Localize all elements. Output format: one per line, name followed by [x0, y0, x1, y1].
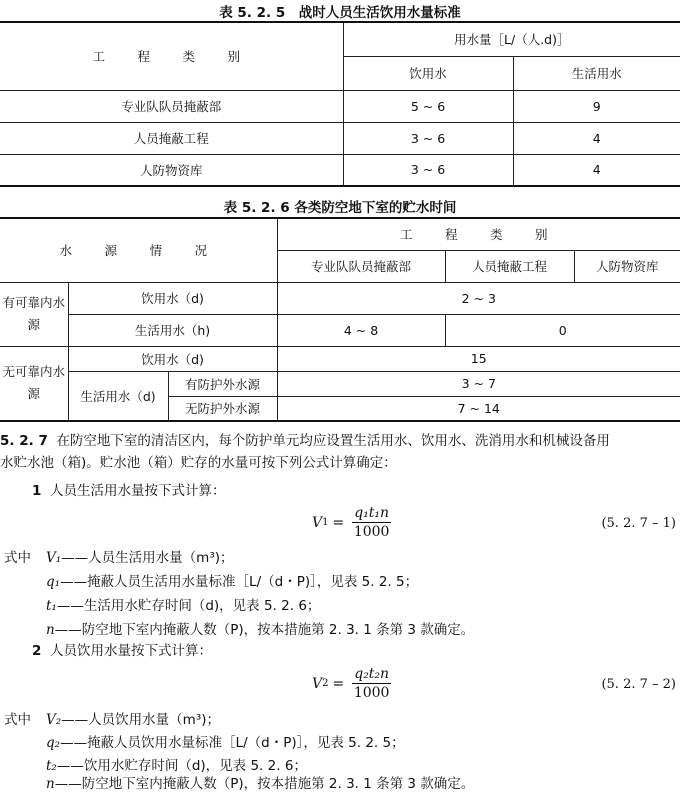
header-engineering-category: 工 程 类 别 — [277, 218, 680, 250]
def-text: ——掩蔽人员饮用水量标准［L/（d・P)］，见表 5. 2. 5； — [60, 735, 405, 751]
col-material-warehouse: 人防物资库 — [574, 250, 680, 282]
def-symbol: t₂ — [46, 758, 57, 774]
def-text: ——掩蔽人员生活用水量标准［L/（d・P)］，见表 5. 2. 5； — [60, 574, 419, 590]
clause-number: 5. 2. 7 — [0, 433, 48, 449]
row-name: 人防物资库 — [0, 154, 343, 186]
def-text: ——人员生活用水量（m³)； — [61, 550, 234, 566]
def-text: ——饮用水贮存时间（d)，见表 5. 2. 6； — [56, 758, 307, 774]
formula-1-lhs-sub: 1 — [322, 517, 329, 528]
table-5-2-5 — [0, 21, 680, 187]
def-symbol: t₁ — [46, 598, 57, 614]
row-life: 4 — [513, 154, 680, 186]
definition-line — [46, 618, 474, 638]
row-drink: 5 ~ 6 — [343, 90, 513, 122]
row-name: 专业队队员掩蔽部 — [0, 90, 343, 122]
reliable-life-value-1: 4 ~ 8 — [277, 314, 445, 346]
table-row — [0, 90, 680, 122]
table1-caption: 表 5. 2. 5 战时人员生活饮用水量标准 — [219, 5, 461, 21]
def-symbol: q₂ — [46, 735, 61, 751]
row-life: 4 — [513, 122, 680, 154]
table-row — [0, 122, 680, 154]
reliable-drink-value: 2 ~ 3 — [277, 282, 680, 314]
header-domestic-water: 生活用水 — [513, 56, 680, 90]
def-text: ——人员饮用水量（m³)； — [61, 712, 221, 728]
header-drinking-water: 饮用水 — [343, 56, 513, 90]
def-text: ——生活用水贮存时间（d)，见表 5. 2. 6； — [56, 598, 321, 614]
row-drink: 3 ~ 6 — [343, 154, 513, 186]
clause-paragraph — [0, 430, 680, 474]
table-row — [0, 154, 680, 186]
header-water-quantity: 用水量［L/（人.d)］ — [343, 22, 680, 56]
def-symbol: V₂ — [46, 712, 62, 728]
reliable-drink-label: 饮用水（d) — [68, 282, 277, 314]
unreliable-drink-label: 饮用水（d) — [68, 346, 277, 371]
definition-line — [46, 570, 418, 590]
unreliable-sub1-label: 有防护外水源 — [168, 371, 277, 396]
formula-1-fraction — [352, 505, 391, 540]
header-water-source: 水 源 情 况 — [0, 218, 277, 282]
clause-line-1 — [0, 430, 680, 452]
def-symbol: q₁ — [46, 574, 61, 590]
item-1-text: 人员生活用水量按下式计算： — [50, 483, 226, 499]
clause-text-1: 在防空地下室的清洁区内，每个防护单元均应设置生活用水、饮用水、洗消用水和机械设备用 — [56, 433, 610, 449]
row-life: 9 — [513, 90, 680, 122]
definition-line — [46, 708, 220, 728]
equation-number-1: (5. 2. 7 – 1) — [601, 516, 676, 531]
header-engineering-category: 工 程 类 别 — [0, 22, 343, 90]
col-personnel-shelter: 人员掩蔽工程 — [445, 250, 574, 282]
reliable-source-label: 有可靠内水源 — [0, 282, 68, 346]
table2-caption: 表 5. 2. 6 各类防空地下室的贮水时间 — [223, 200, 457, 216]
formula-2-denominator: 1000 — [353, 685, 390, 701]
definition-line — [46, 772, 474, 792]
row-name: 人员掩蔽工程 — [0, 122, 343, 154]
reliable-life-label: 生活用水（h) — [68, 314, 277, 346]
formula-2-lhs: V — [312, 675, 323, 692]
item-1-number: 1 — [32, 483, 42, 499]
unreliable-sub2-value: 7 ~ 14 — [277, 396, 680, 421]
item-2-text: 人员饮用水量按下式计算： — [50, 643, 212, 659]
definition-line — [46, 594, 320, 614]
row-drink: 3 ~ 6 — [343, 122, 513, 154]
equation-number-2: (5. 2. 7 – 2) — [601, 677, 676, 692]
item-2 — [32, 640, 632, 662]
clause-line-2: 水贮水池（箱)。贮水池（箱）贮存的水量可按下列公式计算确定： — [0, 455, 397, 471]
formula-1-lhs: V — [312, 514, 323, 531]
reliable-life-value-2: 0 — [445, 314, 680, 346]
def-text: ——防空地下室内掩蔽人数（P)，按本措施第 2. 3. 1 条第 3 款确定。 — [54, 776, 475, 792]
unreliable-life-label: 生活用水（d) — [68, 371, 168, 421]
unreliable-source-label: 无可靠内水源 — [0, 346, 68, 421]
definition-line — [46, 754, 307, 774]
formula-2: V 2 = $\frac{\text{q₂t₂n}}{1000}$ — [312, 666, 390, 701]
unreliable-drink-value: 15 — [277, 346, 680, 371]
formula-1: V 1 = $\frac{\text{q₁t₁n}}{1000}$ — [312, 505, 390, 540]
where-label-1: 式中 — [4, 550, 31, 566]
definition-line — [46, 731, 405, 751]
formula-2-fraction — [352, 666, 391, 701]
def-text: ——防空地下室内掩蔽人数（P)，按本措施第 2. 3. 1 条第 3 款确定。 — [54, 622, 475, 638]
item-2-number: 2 — [32, 643, 42, 659]
item-1 — [32, 480, 632, 502]
unreliable-sub2-label: 无防护外水源 — [168, 396, 277, 421]
formula-2-numerator: q₂t₂n — [354, 666, 390, 682]
where-label-2: 式中 — [4, 712, 31, 728]
col-professional-shelter: 专业队队员掩蔽部 — [277, 250, 445, 282]
formula-1-numerator: q₁t₁n — [354, 505, 390, 521]
formula-1-denominator: 1000 — [353, 524, 390, 540]
def-symbol: n — [46, 622, 55, 638]
table-5-2-6 — [0, 217, 680, 422]
formula-2-lhs-sub: 2 — [322, 678, 329, 689]
definition-line — [46, 546, 234, 566]
def-symbol: V₁ — [46, 550, 62, 566]
def-symbol: n — [46, 776, 55, 792]
unreliable-sub1-value: 3 ~ 7 — [277, 371, 680, 396]
